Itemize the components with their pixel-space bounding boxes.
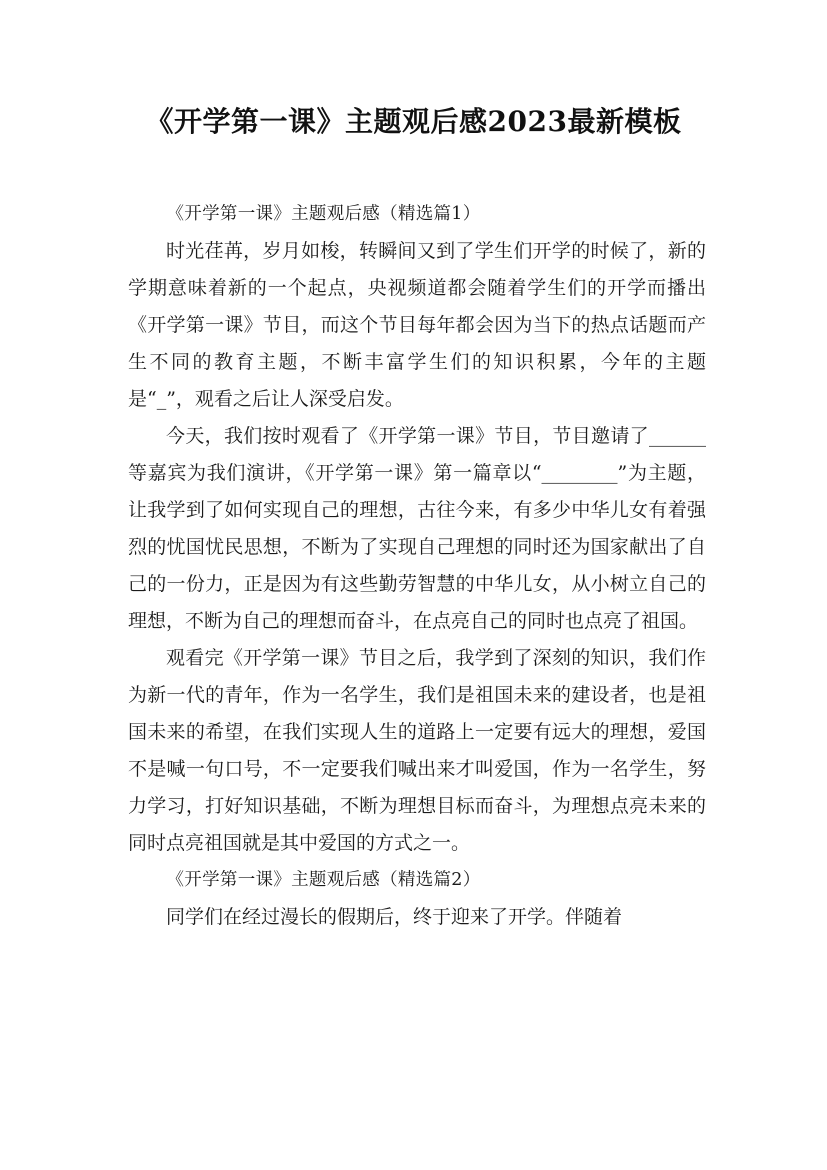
section-heading-2: 《开学第一课》主题观后感（精选篇2）: [166, 870, 481, 890]
paragraph-1: 时光荏苒，岁月如梭，转瞬间又到了学生们开学的时候了，新的学期意味着新的一个起点，央视频道都会随着学生们的开学而播出《开学第一课》节目，而这个节目每年都会因为当下的热点话题而产生不同的教育主题，不断丰富学生们的知识积累，今年的主题是“_”，观看之后让人深受启发。: [128, 240, 706, 410]
paragraph-3: 观看完《开学第一课》节目之后，我学到了深刻的知识，我们作为新一代的青年，作为一名学生，我们是祖国未来的建设者，也是祖国未来的希望，在我们实现人生的道路上一定要有远大的理想，爱国不是喊一句口号，不一定要我们喊出来才叫爱国，作为一名学生，努力学习，打好知识基础，不断为理想目标而奋斗，为理想点亮未来的同时点亮祖国就是其中爱国的方式之一。: [128, 647, 706, 854]
paragraph-4: 同学们在经过漫长的假期后，终于迎来了开学。伴随着: [166, 906, 623, 928]
paragraph-2: 今天，我们按时观看了《开学第一课》节目，节目邀请了______等嘉宾为我们演讲，《开学第一课》第一篇章以“________”为主题，让我学到了如何实现自己的理想，古往今来，有多少中华儿女有着强烈的忧国忧民思想，不断为了实现自己理想的同时还为国家献出了自己的一份力，正是因为有这些勤劳智慧的中华儿女，从小树立自己的理想，不断为自己的理想而奋斗，在点亮自己的同时也点亮了祖国。: [128, 425, 706, 632]
document-title: 《开学第一课》主题观后感2023最新模板: [145, 105, 682, 138]
section-heading-1: 《开学第一课》主题观后感（精选篇1）: [166, 204, 481, 224]
document-body: [128, 196, 706, 936]
